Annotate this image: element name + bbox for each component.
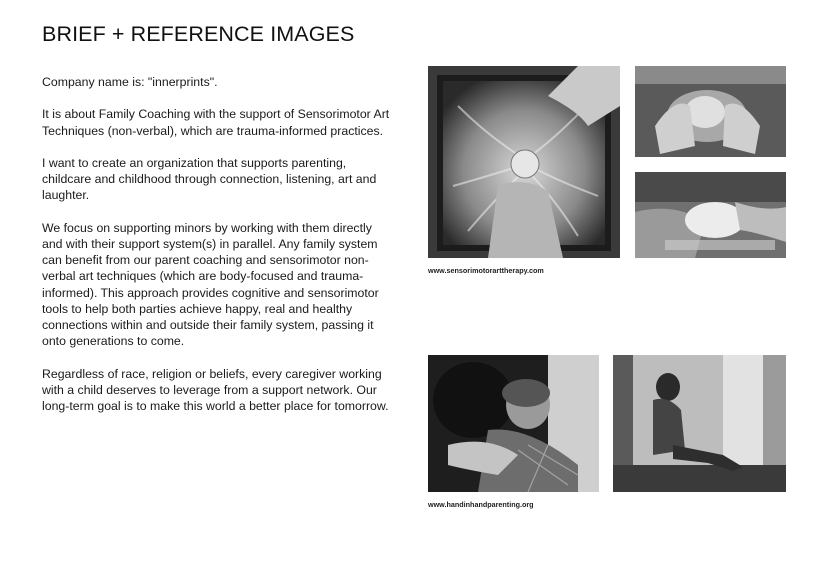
reference-caption: www.handinhandparenting.org <box>428 500 534 509</box>
parent-hugging-child-photo <box>428 355 599 492</box>
brief-paragraph: Company name is: "innerprints". <box>42 75 218 89</box>
brief-paragraph: We focus on supporting minors by working with them directly and with their support system(s) in parallel. Any family system can benefit from our parent coaching and sensorimotor non-verbal art techniques (which are body-focused and trauma-informed). This approach provides cognitive and sensorimotor tools to help both parties achieve happy, real and healthy connections within and outside their family system, passing it onto generations to come. <box>42 220 379 349</box>
hands-shaping-clay-photo <box>635 66 786 157</box>
reference-caption: www.sensorimotorarttherapy.com <box>428 266 544 275</box>
brief-paragraph: It is about Family Coaching with the support of Sensorimotor Art Techniques (non-verbal), which are trauma-informed practices. <box>42 107 390 138</box>
brief-paragraph: Regardless of race, religion or beliefs, every caregiver working with a child deserves to leverage from a support network. Our long-term goal is to make this world a better place for tomorrow. <box>42 366 389 413</box>
clay-tray-hands-photo <box>428 66 620 258</box>
page-title: BRIEF + REFERENCE IMAGES <box>42 22 355 46</box>
hands-in-clay-closeup-photo <box>635 172 786 258</box>
girl-sitting-by-door-photo <box>613 355 786 492</box>
brief-paragraph: I want to create an organization that supports parenting, childcare and childhood through connection, listening, art and laughter. <box>42 155 377 203</box>
brief-text <box>42 74 394 430</box>
